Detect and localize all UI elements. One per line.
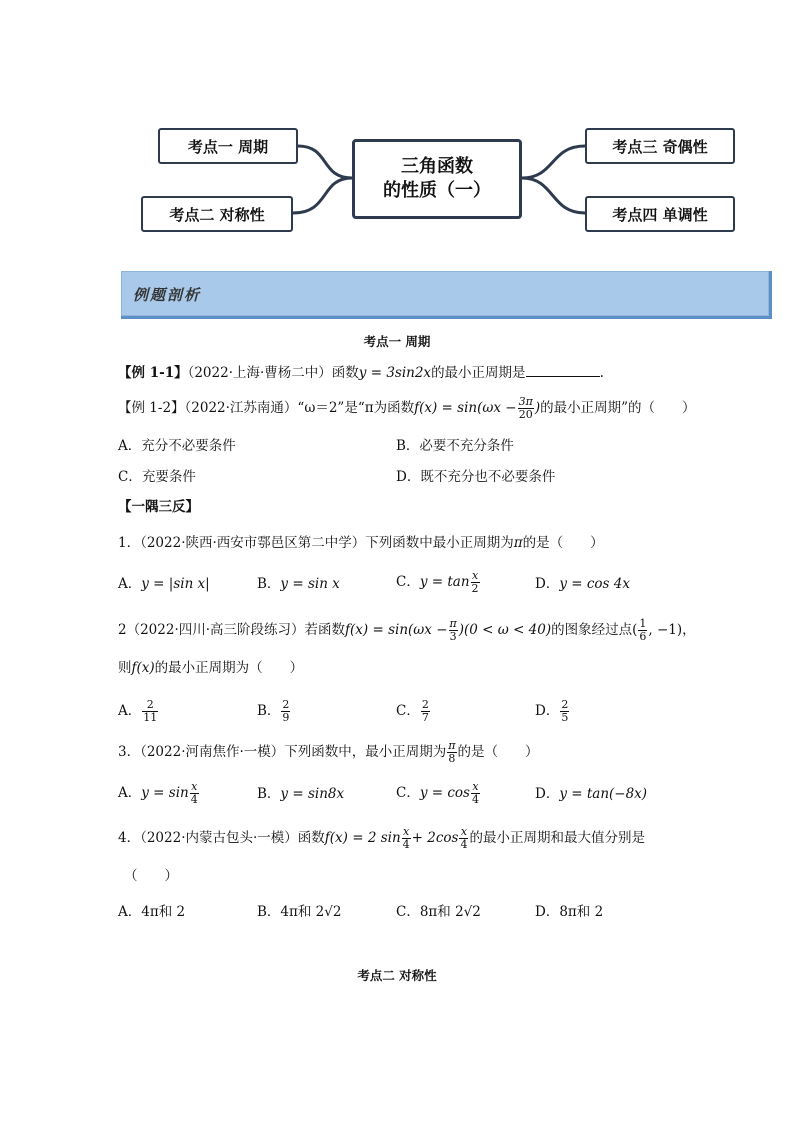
example-1-2-option-c: C．充要条件 <box>118 469 196 485</box>
frac-num: 1 <box>639 617 647 630</box>
section-banner <box>121 271 772 319</box>
frac-den: 2 <box>471 582 479 595</box>
question-3-option-a <box>118 781 200 806</box>
mindmap-topic-3: 考点三 奇偶性 <box>585 128 735 164</box>
question-4-tail: 的最小正周期和最大值分别是 <box>469 830 645 846</box>
option-formula: y = tan(−8x) <box>559 786 648 802</box>
question-1-pi: π <box>513 535 523 551</box>
question-2-line2-formula: f(x) <box>131 660 155 676</box>
frac-den: 8 <box>448 752 456 765</box>
frac-den: 20 <box>518 408 533 421</box>
mindmap-topic-2: 考点二 对称性 <box>141 196 293 232</box>
question-1 <box>118 533 604 553</box>
mindmap-topic-1: 考点一 周期 <box>158 128 298 164</box>
option-formula: y = sin8x <box>280 786 345 802</box>
option-label: D． <box>535 703 560 719</box>
question-4-fraction-2 <box>459 826 468 851</box>
question-1-tail: 的是（ ） <box>522 535 604 551</box>
example-1-2-fraction <box>518 396 534 421</box>
option-fraction <box>560 699 569 724</box>
question-3-option-c <box>396 781 481 806</box>
question-2-text: 2（2022·四川·高三阶段练习）若函数 <box>118 622 346 638</box>
frac-num: 3π <box>518 395 533 408</box>
frac-den: 11 <box>143 711 158 724</box>
frac-num: π <box>449 617 457 630</box>
question-2-formula-post: )(0 < ω < 40) <box>458 622 552 638</box>
option-label: A． <box>118 576 142 592</box>
frac-num: 2 <box>561 698 569 711</box>
option-label: B． <box>257 576 281 592</box>
question-1-option-d <box>535 574 630 594</box>
option-fraction <box>190 781 199 806</box>
question-4-option-b: B．4π和 2√2 <box>257 904 342 920</box>
question-2-line2 <box>118 658 303 678</box>
option-formula: y = sin x <box>280 576 340 592</box>
question-2-line2-pre: 则 <box>118 660 132 676</box>
option-label: A． <box>118 785 142 801</box>
example-1-1-tag: 【例 1-1】 <box>118 365 188 381</box>
example-1-2-suffix: 的最小正周期”的（ ） <box>540 400 696 416</box>
frac-den: 3 <box>449 630 457 643</box>
mindmap-center-line2: 的性质（一） <box>383 180 491 201</box>
option-label: B． <box>257 703 281 719</box>
question-4-paren: （ ） <box>124 868 178 884</box>
point-fraction <box>638 618 647 643</box>
frac-num: x <box>191 780 198 793</box>
question-2-option-b <box>257 699 291 724</box>
option-fraction <box>471 570 480 595</box>
question-4 <box>118 826 645 851</box>
option-label: D． <box>535 786 560 802</box>
mindmap-center-line1: 三角函数 <box>401 156 473 177</box>
option-formula: y = cos 4x <box>559 576 630 592</box>
section2-heading: 考点二 对称性 <box>357 968 437 983</box>
question-3-tail: 的是（ ） <box>457 744 539 760</box>
answer-blank <box>526 362 600 377</box>
option-formula: y = cos <box>419 785 470 801</box>
example-1-2 <box>118 396 696 421</box>
yjsf-label: 【一隅三反】 <box>118 499 199 515</box>
frac-num: π <box>448 739 456 752</box>
option-fraction <box>142 699 158 724</box>
question-4-option-c: C．8π和 2√2 <box>396 904 481 920</box>
question-2-line2-tail: 的最小正周期为（ ） <box>154 660 304 676</box>
question-4-formula-mid: + 2cos <box>411 830 459 846</box>
question-4-fraction-1 <box>402 826 411 851</box>
example-1-1 <box>118 362 604 383</box>
option-label: A． <box>118 703 142 719</box>
question-4-formula-pre: f(x) = 2 sin <box>324 830 401 846</box>
mindmap-center <box>352 139 522 219</box>
frac-den: 4 <box>460 838 468 851</box>
frac-den: 4 <box>190 793 198 806</box>
question-3-option-b <box>257 784 344 804</box>
question-2-option-d <box>535 699 570 724</box>
option-label: C． <box>396 703 420 719</box>
frac-den: 4 <box>471 793 479 806</box>
frac-den: 4 <box>402 838 410 851</box>
option-label: C． <box>396 574 420 590</box>
option-label: B． <box>257 786 281 802</box>
question-2-fraction <box>449 618 458 643</box>
example-1-1-tail: 的最小正周期是 <box>431 365 526 381</box>
example-1-1-formula: y = 3sin2x <box>358 365 432 381</box>
frac-den: 6 <box>639 630 647 643</box>
point-close: , −1) <box>648 622 683 638</box>
question-3 <box>118 740 539 765</box>
option-formula: y = tan <box>419 574 470 590</box>
example-1-2-option-b: B．必要不充分条件 <box>396 438 514 454</box>
question-2 <box>118 618 696 643</box>
question-2-option-c <box>396 699 431 724</box>
example-1-2-option-d: D．既不充分也不必要条件 <box>396 469 556 485</box>
frac-num: x <box>471 569 479 582</box>
option-fraction <box>281 699 290 724</box>
example-1-2-tag: 【例 1-2】 <box>118 400 185 416</box>
option-fraction <box>471 781 480 806</box>
frac-den: 9 <box>282 711 290 724</box>
question-2-end: ， <box>682 622 696 638</box>
frac-den: 7 <box>421 711 429 724</box>
question-4-text: 4．（2022·内蒙古包头·一模）函数 <box>118 830 325 846</box>
option-formula: y = sin <box>141 785 189 801</box>
frac-den: 5 <box>561 711 569 724</box>
question-2-formula-pre: f(x) = sin(ωx − <box>345 622 448 638</box>
question-3-text: 3．（2022·河南焦作·一模）下列函数中，最小正周期为 <box>118 744 447 760</box>
question-2-option-a <box>118 699 159 724</box>
banner-title: 例题剖析 <box>133 286 202 304</box>
question-3-fraction <box>447 740 456 765</box>
question-3-option-d <box>535 784 647 804</box>
frac-num: x <box>472 780 479 793</box>
example-1-1-end: . <box>599 365 604 381</box>
point-open: ( <box>632 622 638 638</box>
question-1-option-c <box>396 570 481 595</box>
question-1-text: 1．（2022·陕西·西安市鄠邑区第二中学）下列函数中最小正周期为 <box>118 535 514 551</box>
question-2-mid: 的图象经过点 <box>551 622 633 638</box>
frac-num: x <box>403 825 410 838</box>
mindmap-topic-4: 考点四 单调性 <box>585 196 735 232</box>
example-1-2-formula-pre: f(x) = sin(ωx − <box>414 400 517 416</box>
frac-num: 2 <box>282 698 290 711</box>
example-1-2-prefix: （2022·江苏南通）“ω＝2”是“π为函数 <box>184 400 415 416</box>
option-formula: y = |sin x| <box>141 576 210 592</box>
frac-num: 2 <box>421 698 429 711</box>
question-1-option-b <box>257 574 340 594</box>
example-1-1-source: （2022·上海·曹杨二中）函数 <box>187 365 359 381</box>
frac-num: x <box>460 825 468 838</box>
section1-heading: 考点一 周期 <box>363 334 431 349</box>
question-1-option-a <box>118 574 210 594</box>
option-fraction <box>421 699 430 724</box>
example-1-2-option-a: A．充分不必要条件 <box>118 438 236 454</box>
option-label: D． <box>535 576 560 592</box>
question-4-option-d: D．8π和 2 <box>535 904 604 920</box>
frac-num: 2 <box>142 699 158 712</box>
example-1-2-formula-post: ) <box>534 400 541 416</box>
option-label: C． <box>396 785 420 801</box>
question-4-option-a: A．4π和 2 <box>118 904 186 920</box>
